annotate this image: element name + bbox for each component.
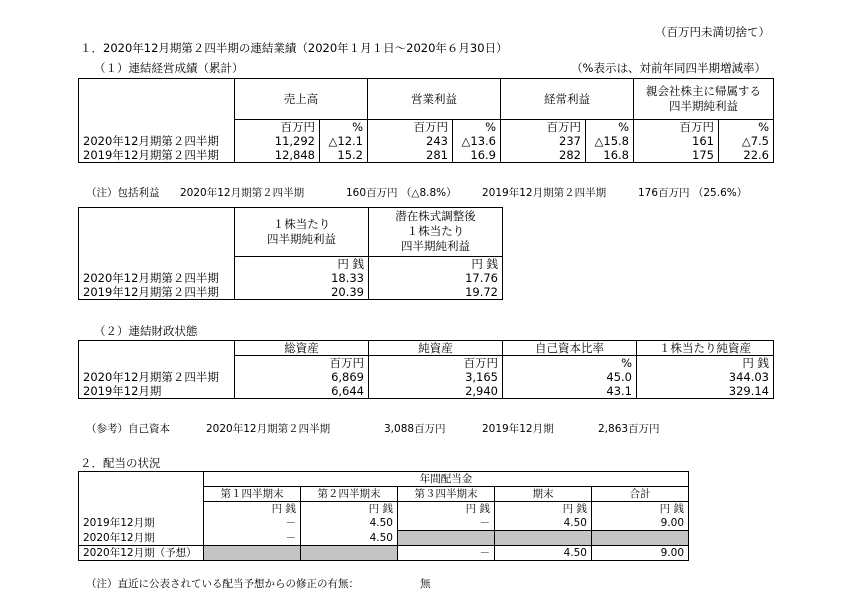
value-cell: － [398, 516, 495, 531]
value-cell: 9.00 [592, 516, 689, 531]
ref-period2: 2019年12月期 [482, 423, 554, 435]
header-total: 合計 [592, 487, 689, 502]
corner-cell [79, 472, 204, 487]
unit-cell: % [453, 120, 501, 135]
row-label: 2019年12月期 [79, 384, 235, 399]
row-label: 2020年12月期 [79, 531, 204, 546]
unit-cell: % [320, 120, 368, 135]
header-operating-income: 営業利益 [368, 79, 501, 120]
note-value1: 160百万円 （△8.8%） [346, 187, 457, 199]
ref-value2: 2,863百万円 [598, 423, 660, 435]
value-cell: 43.1 [503, 384, 637, 399]
unit-note: （百万円未満切捨て） [655, 25, 770, 39]
value-cell: 243 [368, 134, 453, 148]
value-cell: 4.50 [301, 516, 398, 531]
subsection1-title: （１）連結経営成績（累計） [94, 61, 244, 75]
value-cell: 175 [634, 148, 719, 163]
header-net-assets: 純資産 [369, 341, 503, 356]
table-row [79, 546, 689, 561]
note-period2: 2019年12月期第２四半期 [482, 187, 607, 199]
unit-cell: 円 銭 [235, 256, 369, 271]
value-cell: － [204, 516, 301, 531]
section2-title: ２．配当の状況 [80, 456, 161, 470]
header-eps [235, 208, 369, 257]
value-cell: △13.6 [453, 134, 501, 148]
unit-cell: 円 銭 [637, 356, 774, 371]
corner-cell [79, 208, 235, 257]
row-label: 2019年12月期第２四半期 [79, 285, 235, 300]
value-cell: △7.5 [719, 134, 774, 148]
header-eps-line1: １株当たり [272, 216, 331, 231]
label-cell [79, 487, 204, 502]
unit-cell: 円 銭 [398, 502, 495, 517]
table-row [79, 148, 774, 163]
value-cell: 329.14 [637, 384, 774, 399]
value-cell: 161 [634, 134, 719, 148]
header-q3: 第３四半期末 [398, 487, 495, 502]
value-cell: △15.8 [586, 134, 634, 148]
header-sales: 売上高 [235, 79, 368, 120]
value-cell: 45.0 [503, 370, 637, 384]
unit-cell: % [586, 120, 634, 135]
dividend-note-value: 無 [420, 578, 431, 590]
percent-note: （%表示は、対前年同四半期増減率） [571, 61, 766, 75]
financial-position-table [78, 340, 774, 399]
header-annual-dividend: 年間配当金 [204, 472, 689, 487]
dividend-table [78, 471, 689, 561]
value-cell: － [398, 546, 495, 561]
row-label: 2019年12月期第２四半期 [79, 148, 235, 163]
note-prefix: （注）包括利益 [86, 187, 160, 199]
note-period1: 2020年12月期第２四半期 [180, 187, 305, 199]
row-label: 2020年12月期（予想） [79, 546, 204, 561]
header-diluted-line3: 四半期純利益 [401, 239, 470, 254]
header-q2: 第２四半期末 [301, 487, 398, 502]
value-cell [495, 531, 592, 546]
value-cell: 2,940 [369, 384, 503, 399]
ref-value1: 3,088百万円 [384, 423, 446, 435]
value-cell: 15.2 [320, 148, 368, 163]
corner-cell [79, 341, 235, 356]
value-cell: 11,292 [235, 134, 320, 148]
row-label: 2020年12月期第２四半期 [79, 134, 235, 148]
dividend-note-label: （注）直近に公表されている配当予想からの修正の有無： [86, 578, 359, 590]
label-cell [79, 256, 235, 271]
table-row [79, 271, 503, 285]
unit-cell: 百万円 [368, 120, 453, 135]
unit-cell: 百万円 [235, 120, 320, 135]
unit-cell: 円 銭 [369, 256, 503, 271]
section1-title: １．2020年12月期第２四半期の連結業績（2020年１月１日～2020年６月30日） [80, 41, 508, 55]
header-ordinary-income: 経常利益 [501, 79, 634, 120]
corner-cell [79, 79, 235, 120]
value-cell [592, 531, 689, 546]
unit-cell: % [719, 120, 774, 135]
unit-cell: % [503, 356, 637, 371]
value-cell: 20.39 [235, 285, 369, 300]
value-cell: 17.76 [369, 271, 503, 285]
value-cell: － [204, 531, 301, 546]
row-label: 2020年12月期第２四半期 [79, 271, 235, 285]
eps-table [78, 207, 503, 300]
label-cell [79, 502, 204, 517]
header-q1: 第１四半期末 [204, 487, 301, 502]
unit-cell: 百万円 [235, 356, 369, 371]
header-total-assets: 総資産 [235, 341, 369, 356]
value-cell: 9.00 [592, 546, 689, 561]
table-row [79, 370, 774, 384]
value-cell: △12.1 [320, 134, 368, 148]
header-eps-line2: 四半期純利益 [267, 231, 336, 246]
unit-cell: 百万円 [369, 356, 503, 371]
header-diluted-line2: １株当たり [406, 224, 465, 239]
performance-table [78, 78, 774, 163]
header-net-income-line1: 親会社株主に帰属する [646, 84, 761, 98]
value-cell: 16.9 [453, 148, 501, 163]
table-row [79, 531, 689, 546]
value-cell: 6,869 [235, 370, 369, 384]
value-cell: 4.50 [495, 516, 592, 531]
value-cell [301, 546, 398, 561]
unit-cell: 百万円 [634, 120, 719, 135]
table-row [79, 384, 774, 399]
unit-cell: 円 銭 [301, 502, 398, 517]
unit-cell: 百万円 [501, 120, 586, 135]
header-diluted-line1: 潜在株式調整後 [395, 209, 476, 224]
header-year-end: 期末 [495, 487, 592, 502]
value-cell: 237 [501, 134, 586, 148]
value-cell [204, 546, 301, 561]
table-row [79, 516, 689, 531]
value-cell: 19.72 [369, 285, 503, 300]
table-row [79, 134, 774, 148]
value-cell: 4.50 [301, 531, 398, 546]
subsection2-title: （２）連結財政状態 [94, 324, 198, 338]
value-cell: 281 [368, 148, 453, 163]
value-cell: 3,165 [369, 370, 503, 384]
header-bps: １株当たり純資産 [637, 341, 774, 356]
row-label: 2020年12月期第２四半期 [79, 370, 235, 384]
row-label: 2019年12月期 [79, 516, 204, 531]
value-cell: 22.6 [719, 148, 774, 163]
value-cell: 18.33 [235, 271, 369, 285]
value-cell: 344.03 [637, 370, 774, 384]
value-cell: 6,644 [235, 384, 369, 399]
value-cell [398, 531, 495, 546]
unit-cell: 円 銭 [592, 502, 689, 517]
label-cell [79, 120, 235, 135]
value-cell: 16.8 [586, 148, 634, 163]
table-row [79, 285, 503, 300]
label-cell [79, 356, 235, 371]
unit-cell: 円 銭 [204, 502, 301, 517]
value-cell: 282 [501, 148, 586, 163]
unit-cell: 円 銭 [495, 502, 592, 517]
header-net-income [634, 79, 774, 120]
note-value2: 176百万円 （25.6%） [638, 187, 748, 199]
ref-period1: 2020年12月期第２四半期 [206, 423, 331, 435]
value-cell: 12,848 [235, 148, 320, 163]
header-diluted-eps [369, 208, 503, 257]
header-net-income-line2: 四半期純利益 [669, 99, 738, 113]
ref-prefix: （参考）自己資本 [86, 423, 170, 435]
header-equity-ratio: 自己資本比率 [503, 341, 637, 356]
value-cell: 4.50 [495, 546, 592, 561]
